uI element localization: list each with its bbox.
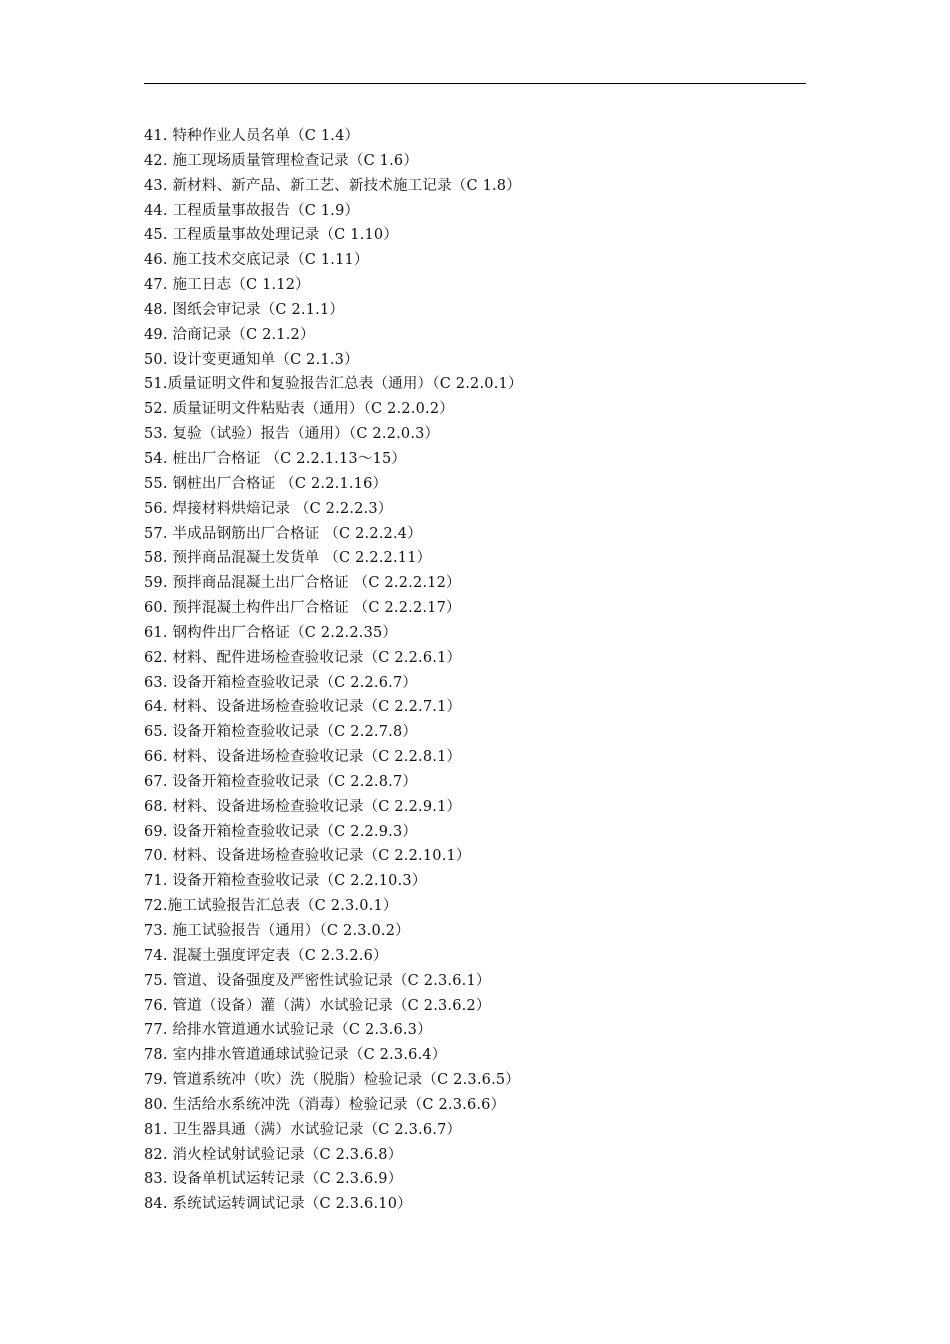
list-item: 72.施工试验报告汇总表（C 2.3.0.1） [144,898,398,915]
list-item: 75. 管道、设备强度及严密性试验记录（C 2.3.6.1） [144,972,491,989]
list-item: 77. 给排水管道通水试验记录（C 2.3.6.3） [144,1022,432,1039]
list-item: 76. 管道（设备）灌（满）水试验记录（C 2.3.6.2） [144,997,491,1014]
list-item: 44. 工程质量事故报告（C 1.9） [144,202,360,219]
list-item: 49. 洽商记录（C 2.1.2） [144,326,315,343]
list-item: 84. 系统试运转调试记录（C 2.3.6.10） [144,1196,412,1213]
list-item: 66. 材料、设备进场检查验收记录（C 2.2.8.1） [144,749,462,766]
list-item: 82. 消火栓试射试验记录（C 2.3.6.8） [144,1146,403,1163]
list-item: 83. 设备单机试运转记录（C 2.3.6.9） [144,1171,403,1188]
list-item: 63. 设备开箱检查验收记录（C 2.2.6.7） [144,674,418,691]
list-item: 57. 半成品钢筋出厂合格证 （C 2.2.2.4） [144,525,422,542]
list-item: 58. 预拌商品混凝土发货单 （C 2.2.2.11） [144,550,432,567]
list-item: 61. 钢构件出厂合格证（C 2.2.2.35） [144,624,398,641]
list-item: 60. 预拌混凝土构件出厂合格证 （C 2.2.2.17） [144,600,461,617]
list-item: 67. 设备开箱检查验收记录（C 2.2.8.7） [144,773,418,790]
list-item: 69. 设备开箱检查验收记录（C 2.2.9.3） [144,823,418,840]
list-item: 59. 预拌商品混凝土出厂合格证 （C 2.2.2.12） [144,575,461,592]
list-item: 52. 质量证明文件粘贴表（通用）（C 2.2.0.2） [144,401,454,418]
list-item: 53. 复验（试验）报告（通用）（C 2.2.0.3） [144,426,440,443]
list-item: 46. 施工技术交底记录（C 1.11） [144,252,369,269]
list-item: 79. 管道系统冲（吹）洗（脱脂）检验记录（C 2.3.6.5） [144,1072,520,1089]
list-item: 45. 工程质量事故处理记录（C 1.10） [144,227,399,244]
list-item: 42. 施工现场质量管理检查记录（C 1.6） [144,152,419,169]
list-item: 62. 材料、配件进场检查验收记录（C 2.2.6.1） [144,649,462,666]
list-item: 47. 施工日志（C 1.12） [144,277,310,294]
list-item: 43. 新材料、新产品、新工艺、新技术施工记录（C 1.8） [144,177,521,194]
list-item: 50. 设计变更通知单（C 2.1.3） [144,351,359,368]
list-item: 74. 混凝土强度评定表（C 2.3.2.6） [144,947,388,964]
header-rule [144,83,806,84]
list-item: 71. 设备开箱检查验收记录（C 2.2.10.3） [144,873,427,890]
list-item: 65. 设备开箱检查验收记录（C 2.2.7.8） [144,724,418,741]
list-item: 56. 焊接材料烘焙记录 （C 2.2.2.3） [144,500,393,517]
list-item: 73. 施工试验报告（通用）（C 2.3.0.2） [144,923,410,939]
list-item: 64. 材料、设备进场检查验收记录（C 2.2.7.1） [144,699,462,716]
list-item: 48. 图纸会审记录（C 2.1.1） [144,301,345,318]
list-item: 78. 室内排水管道通球试验记录（C 2.3.6.4） [144,1047,447,1064]
list-item: 41. 特种作业人员名单（C 1.4） [144,128,360,144]
list-item: 55. 钢桩出厂合格证 （C 2.2.1.16） [144,475,388,492]
list-item: 54. 桩出厂合格证 （C 2.2.1.13～15） [144,450,407,467]
list-item: 81. 卫生器具通（满）水试验记录（C 2.3.6.7） [144,1121,462,1138]
list-item: 70. 材料、设备进场检查验收记录（C 2.2.10.1） [144,848,471,865]
list-item: 80. 生活给水系统冲洗（消毒）检验记录（C 2.3.6.6） [144,1096,506,1113]
list-item: 68. 材料、设备进场检查验收记录（C 2.2.9.1） [144,798,462,815]
record-list [144,124,806,1217]
list-item: 51.质量证明文件和复验报告汇总表（通用）（C 2.2.0.1） [144,376,523,393]
